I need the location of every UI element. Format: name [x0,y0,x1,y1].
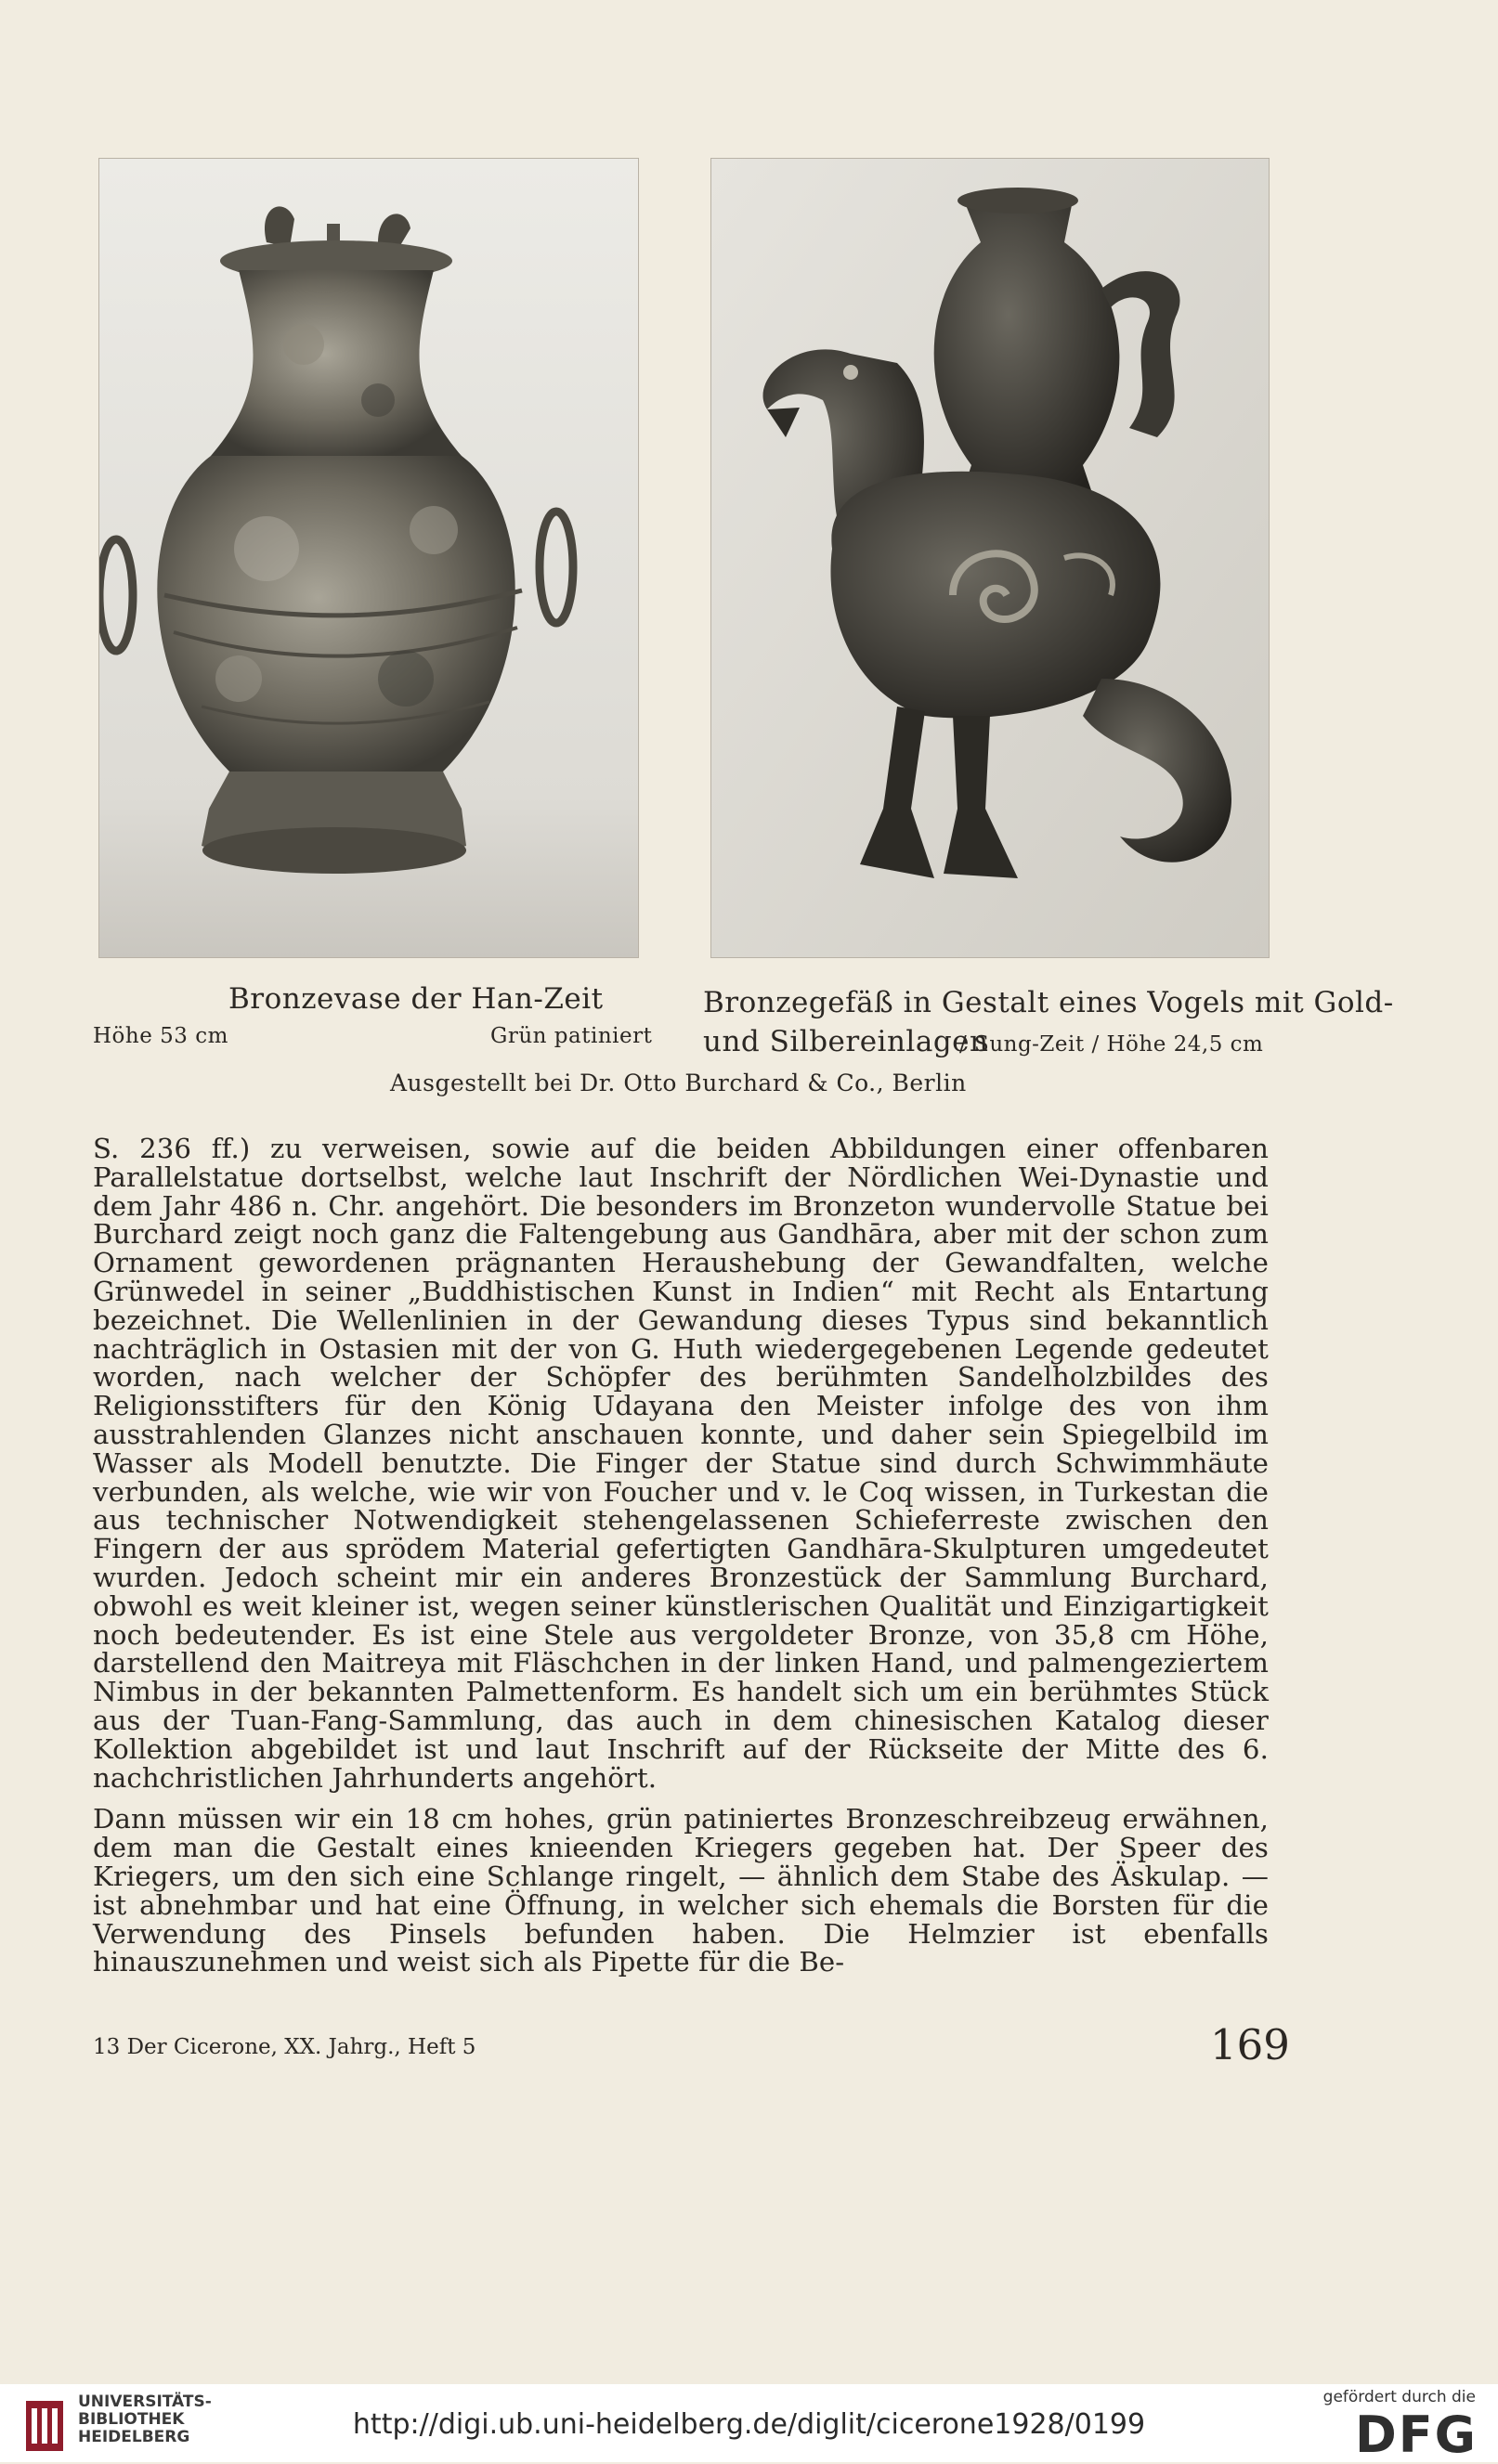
digitization-bar [0,2384,1498,2462]
bronze-vase-image [99,159,638,957]
figure-credit: Ausgestellt bei Dr. Otto Burchard & Co., Berlin [390,1070,967,1096]
journal-signature: 13 Der Cicerone, XX. Jahrg., Heft 5 [93,2035,476,2059]
article-paragraph-1: S. 236 ff.) zu verweisen, sowie auf die beiden Abbildungen einer offenbaren Parallelstatue dortselbst, welche laut Inschrift der Nördlichen Wei-Dynastie und dem Jahr 486 n. Chr. angehört. Die besonders im Bronzeton wundervolle Statue bei Burchard zeigt noch ganz die Faltengebung aus Gandhāra, aber mit der schon zum Ornament gewordenen prägnanten Heraushebung der Gewandfalten, welche Grünwedel in seiner „Buddhistischen Kunst in Indien“ mit Recht als Entartung bezeichnet. Die Wellenlinien in der Gewandung dieses Typus sind bekanntlich nachträglich in Ostasien mit der von G. Huth wiedergegebenen Legende gedeutet worden, nach welcher der Schöpfer des berühmten Sandelholzbildes des Religionsstifters für den König Udayana den Meister infolge des von ihm ausstrahlenden Glanzes nicht anschauen konnte, und daher sein Spiegelbild im Wasser als Modell benutzte. Die Finger der Statue sind durch Schwimmhäute verbunden, als welche, wie wir von Foucher und v. le Coq wissen, in Turkestan die aus technischer Notwendigkeit stehengelassenen Schieferreste zwischen den Fingern der aus sprödem Material gefertigten Gandhāra-Skulpturen umgedeutet wurden. Jedoch scheint mir ein anderes Bronzestück der Sammlung Burchard, obwohl es weit kleiner ist, wegen seiner künstlerischen Qualität und Einzigartigkeit noch bedeutender. Es ist eine Stele aus vergoldeter Bronze, von 35,8 cm Höhe, darstellend den Maitreya mit Fläschchen in der linken Hand, und palmengeziertem Nimbus in der bekannten Palmettenform. Es handelt sich um ein berühmtes Stück aus der Tuan-Fang-Sammlung, das auch in dem chinesischen Katalog dieser Kollektion abgebildet ist und laut Inschrift auf der Rückseite der Mitte des 6. nachchristlichen Jahrhunderts angehört. [93,1133,1269,1794]
institution-line-1: UNIVERSITÄTS- [78,2393,212,2411]
permalink-url[interactable]: http://digi.ub.uni-heidelberg.de/diglit/cicerone1928/0199 [352,2408,1146,2441]
page-number: 169 [1210,2020,1290,2069]
photo-bird-vessel [710,158,1270,958]
photo-bronze-vase [98,158,639,958]
article-body [93,1135,1269,1977]
institution-line-3: HEIDELBERG [78,2428,190,2446]
right-caption-title-line1: Bronzegefäß in Gestalt eines Vogels mit Gold- [703,986,1394,1019]
right-caption-details: / Sung-Zeit / Höhe 24,5 cm [959,1032,1264,1057]
sponsor-note: gefördert durch die [1322,2388,1476,2406]
article-paragraph-2: Dann müssen wir ein 18 cm hohes, grün patiniertes Bronzeschreibzeug erwähnen, dem man die Gestalt eines knieenden Kriegers gegeben hat. Der Speer des Kriegers, um den sich eine Schlange ringelt, — ähnlich dem Stabe des Äskulap. — ist abnehmbar und hat eine Öffnung, in welcher sich ehemals die Borsten für die Verwendung des Pinsels befunden haben. Die Helmzier ist ebenfalls hinauszunehmen und weist sich als Pipette für die Be- [93,1803,1269,1978]
left-caption-title: Bronzevase der Han-Zeit [228,982,604,1016]
left-caption-patina: Grün patiniert [490,1024,653,1048]
institution-line-2: BIBLIOTHEK [78,2410,185,2429]
dfg-logo-icon: DFG [1354,2406,1478,2464]
right-caption-title-line2: und Silbereinlagen [703,1025,989,1058]
bird-vessel-image [711,159,1269,957]
left-caption-height: Höhe 53 cm [93,1024,228,1048]
